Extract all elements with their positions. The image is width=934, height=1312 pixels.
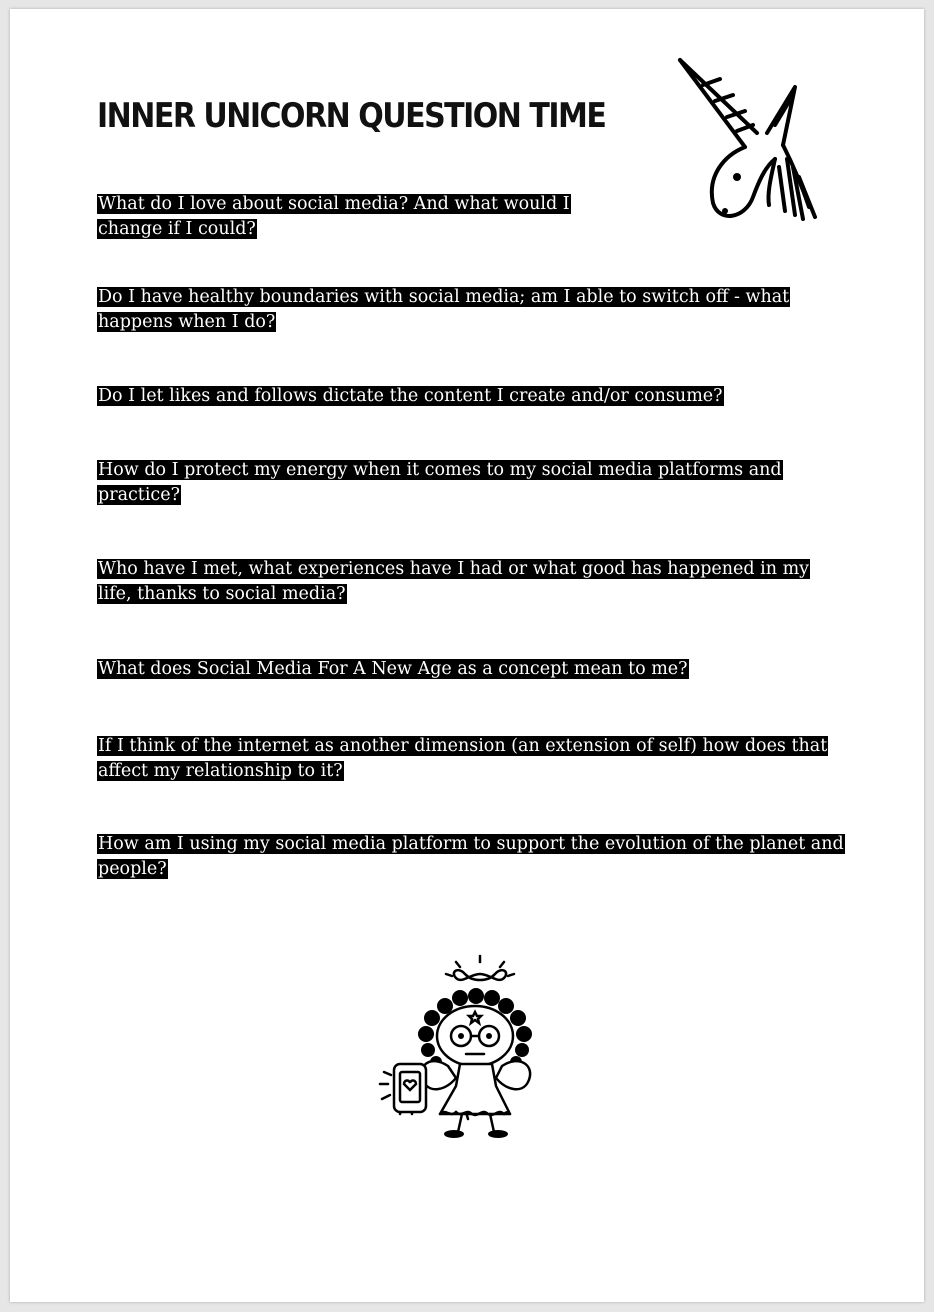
unicorn-head-icon <box>675 55 825 230</box>
question-5: Who have I met, what experiences have I had or what good has happened in my life, thanks to social media? <box>98 559 810 604</box>
fairy-with-phone-icon <box>370 954 560 1144</box>
question-2: Do I have healthy boundaries with social media; am I able to switch off - what happens when I do? <box>98 287 790 332</box>
page-title: INNER UNICORN QUESTION TIME <box>97 97 606 137</box>
question-8: How am I using my social media platform to support the evolution of the planet and people? <box>98 834 844 879</box>
question-3: Do I let likes and follows dictate the content I create and/or consume? <box>98 386 723 406</box>
document-page <box>10 9 924 1302</box>
question-6: What does Social Media For A New Age as a concept mean to me? <box>98 659 688 679</box>
question-4: How do I protect my energy when it comes to my social media platforms and practice? <box>98 460 782 505</box>
question-1: What do I love about social media? And what would I change if I could? <box>98 194 570 239</box>
question-7: If I think of the internet as another dimension (an extension of self) how does that affect my relationship to it? <box>98 736 828 781</box>
